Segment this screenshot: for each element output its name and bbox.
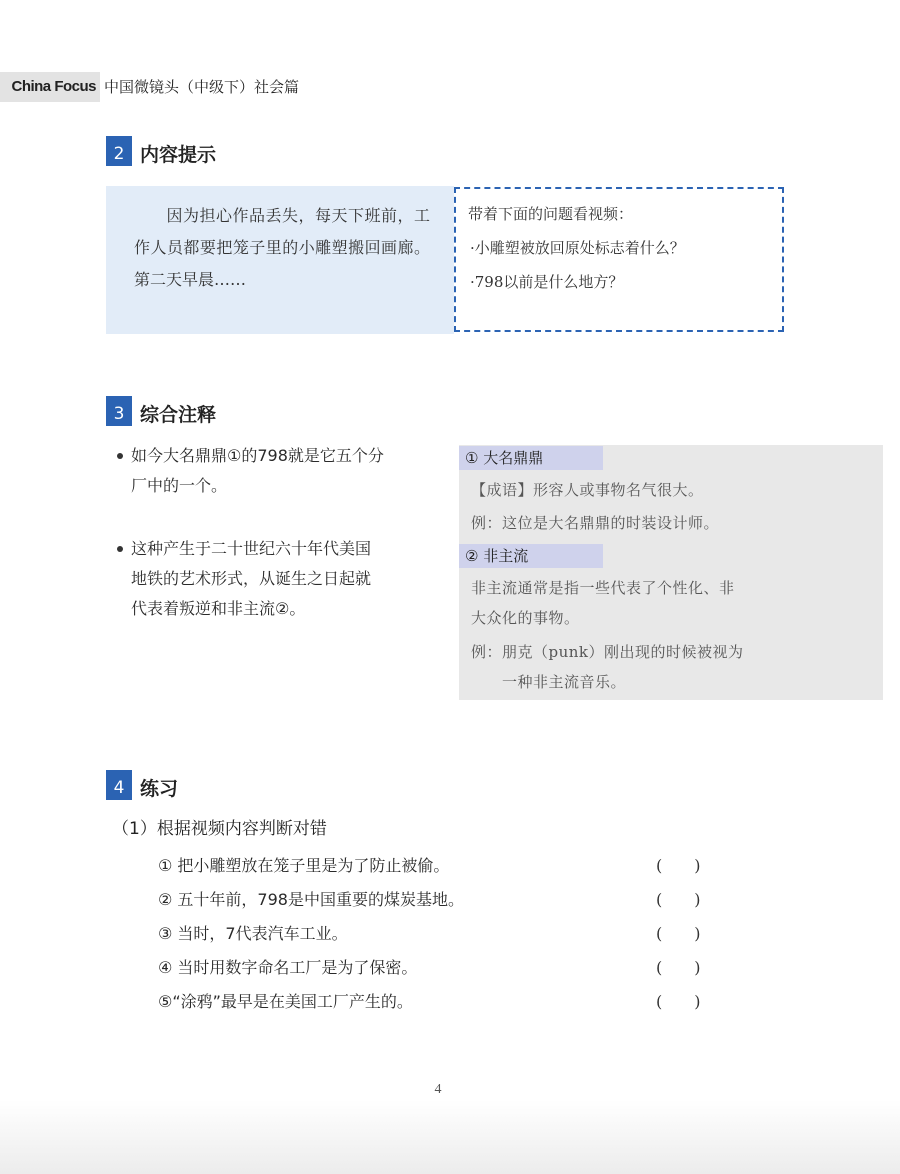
viewing-questions-box [454, 187, 784, 332]
answer-blank[interactable]: ( ) [656, 992, 701, 1011]
exercise-statement: ④ 当时用数字命名工厂是为了保密。 [158, 958, 418, 977]
annotation-sentence [117, 441, 437, 501]
story-excerpt: 因为担心作品丢失，每天下班前，工作人员都要把笼子里的小雕塑搬回画廊。第二天早晨…… [134, 206, 430, 289]
series-brand: China Focus [0, 72, 100, 102]
note-term: ② 非主流 [459, 544, 603, 568]
running-header [0, 72, 330, 102]
exercise-statement: ① 把小雕塑放在笼子里是为了防止被偷。 [158, 856, 450, 875]
note-definition: 大众化的事物。 [471, 609, 580, 627]
answer-blank[interactable]: ( ) [656, 924, 701, 943]
answer-blank[interactable]: ( ) [656, 958, 701, 977]
question-item: ·798以前是什么地方？ [470, 273, 624, 291]
section-number: 4 [106, 770, 132, 800]
section-number: 3 [106, 396, 132, 426]
bullet-dot [117, 546, 123, 552]
section-number: 2 [106, 136, 132, 166]
note-example: 例：朋克（punk）刚出现的时候被视为 [471, 643, 744, 661]
notes-panel [459, 445, 883, 700]
answer-blank[interactable]: ( ) [656, 856, 701, 875]
question-item: ·小雕塑被放回原处标志着什么？ [470, 239, 685, 257]
exercise-subtitle: （1）根据视频内容判断对错 [112, 819, 327, 839]
note-term: ① 大名鼎鼎 [459, 446, 603, 470]
section-title: 练习 [140, 778, 179, 800]
note-definition: 非主流通常是指一些代表了个性化、非 [471, 579, 735, 597]
exercise-statement: ⑤“涂鸦”最早是在美国工厂产生的。 [158, 992, 413, 1011]
sentence-line: 这种产生于二十世纪六十年代美国 [131, 539, 372, 558]
sentence-line: 如今大名鼎鼎①的798就是它五个分 [131, 446, 384, 465]
note-definition: 【成语】形容人或事物名气很大。 [471, 481, 704, 499]
questions-intro: 带着下面的问题看视频： [468, 205, 634, 223]
exercise-statement: ② 五十年前，798是中国重要的煤炭基地。 [158, 890, 464, 909]
sentence-line: 厂中的一个。 [131, 476, 228, 495]
note-example: 一种非主流音乐。 [471, 673, 627, 691]
section-title: 内容提示 [140, 144, 217, 166]
sentence-line: 代表着叛逆和非主流②。 [131, 599, 306, 618]
annotation-sentence [117, 534, 437, 624]
section-title: 综合注释 [140, 404, 217, 426]
answer-blank[interactable]: ( ) [656, 890, 701, 909]
page-bottom-shadow [0, 1100, 900, 1174]
exercise-statement: ③ 当时，7代表汽车工业。 [158, 924, 348, 943]
story-excerpt-box [106, 186, 454, 334]
bullet-dot [117, 453, 123, 459]
sentence-line: 地铁的艺术形式，从诞生之日起就 [131, 569, 372, 588]
page-number: 4 [434, 1082, 442, 1097]
note-example: 例：这位是大名鼎鼎的时装设计师。 [471, 514, 720, 532]
book-title: 中国微镜头（中级下）社会篇 [104, 78, 300, 96]
